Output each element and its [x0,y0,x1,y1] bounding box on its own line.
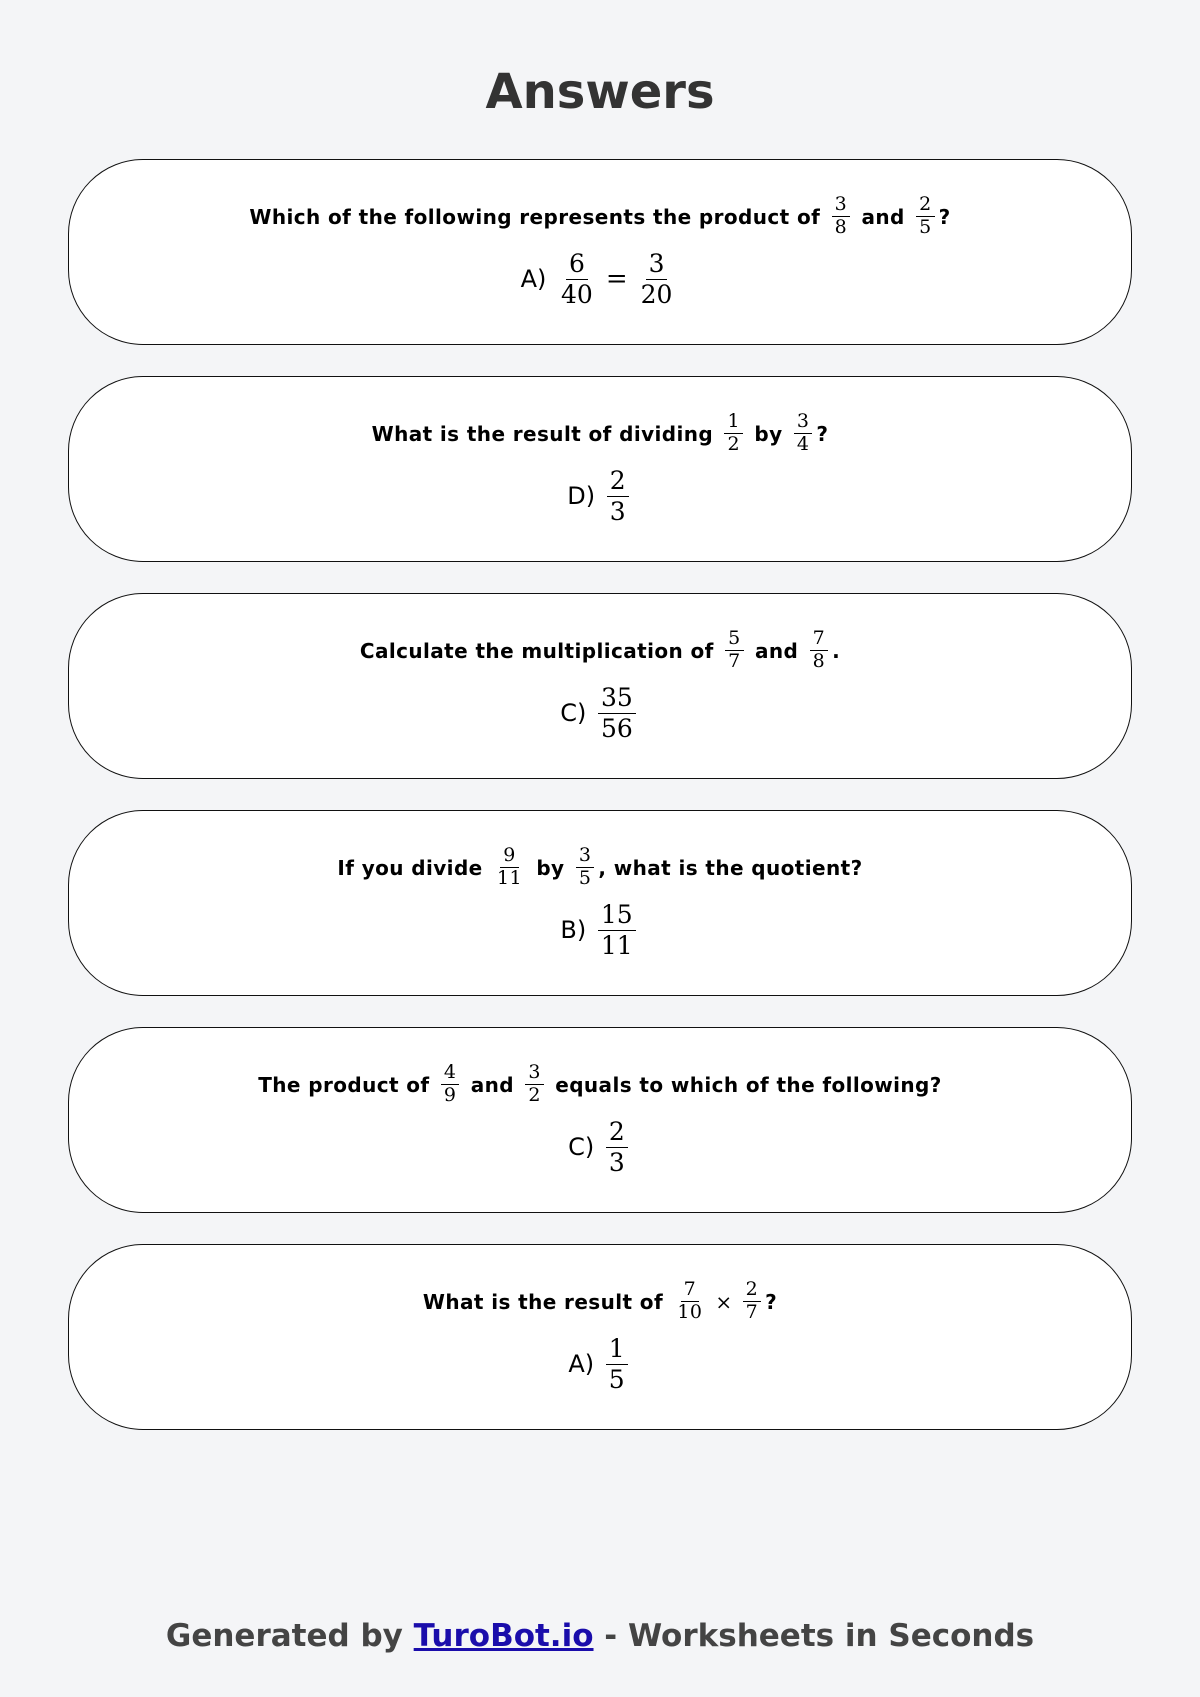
fraction-numerator: 7 [810,628,829,651]
text-segment: What is the result of [422,1289,671,1314]
question-text [360,628,840,673]
fraction-denominator: 11 [496,867,522,889]
fraction-denominator: 11 [600,930,633,960]
answer-card [68,1244,1132,1430]
fraction [558,249,596,310]
text-segment: If you divide [337,855,490,880]
math-operator: = [605,264,628,295]
text-segment: B) [560,916,594,945]
text-segment: by [746,421,790,446]
fraction-numerator: 2 [607,466,629,497]
answer-text [567,466,632,527]
fraction [638,249,676,310]
fraction-numerator: 3 [525,1062,544,1085]
fraction-numerator: 3 [646,249,668,280]
fraction [674,1279,705,1324]
fraction-denominator: 10 [677,1301,703,1323]
footer [0,1618,1200,1654]
text-segment: C) [568,1133,602,1162]
text-segment: by [528,855,572,880]
fraction-denominator: 7 [728,650,741,672]
text-segment: A) [520,265,554,294]
fraction-denominator: 7 [745,1301,759,1323]
fraction [598,900,636,961]
fraction-numerator: 3 [794,411,813,434]
fraction-numerator: 4 [441,1062,460,1085]
footer-prefix: Generated by [165,1618,414,1654]
text-segment: The product of [258,1072,437,1097]
answer-text [568,1117,632,1178]
fraction-numerator: 35 [598,683,636,714]
question-text [258,1062,942,1107]
turobot-link[interactable]: TuroBot.io [413,1618,594,1654]
fraction-denominator: 8 [812,650,826,672]
fraction-denominator: 5 [919,216,932,238]
answer-card [68,376,1132,562]
answer-text [560,683,640,744]
answer-text [521,249,680,310]
fraction-numerator: 2 [916,194,935,217]
math-operator: × [715,1289,733,1314]
text-segment: and [463,1072,522,1097]
fraction-numerator: 9 [500,845,519,868]
fraction-numerator: 7 [681,1279,700,1302]
fraction-denominator: 5 [578,867,592,889]
fraction [576,845,595,890]
fraction [606,1334,628,1395]
fraction-numerator: 3 [576,845,595,868]
text-segment: What is the result of dividing [371,421,721,446]
fraction-denominator: 2 [528,1084,541,1106]
fraction [916,194,935,239]
fraction-numerator: 6 [566,249,588,280]
fraction-numerator: 5 [725,628,744,651]
text-segment: D) [567,482,603,511]
text-segment: ? [816,421,829,446]
fraction [598,683,636,744]
fraction-denominator: 5 [608,1364,625,1394]
question-text [249,194,950,239]
answer-card [68,593,1132,779]
fraction-denominator: 2 [727,433,740,455]
fraction-numerator: 1 [724,411,743,434]
text-segment: C) [560,699,594,728]
fraction [724,411,743,456]
fraction-denominator: 40 [561,279,593,309]
text-segment: ? [938,204,951,229]
page-title: Answers [485,64,715,120]
question-text [423,1279,777,1324]
answer-text [568,1334,631,1395]
text-segment: equals to which of the following? [547,1072,942,1097]
fraction [743,1279,762,1324]
text-segment: Calculate the multiplication of [359,638,722,663]
answer-card [68,1027,1132,1213]
text-segment: ? [765,1289,778,1314]
text-segment: Which of the following represents the product of [249,204,828,229]
fraction [606,1117,628,1178]
text-segment: , what is the quotient? [598,855,863,880]
fraction-denominator: 4 [796,433,810,455]
footer-suffix: - Worksheets in Seconds [593,1618,1035,1654]
fraction [810,628,829,673]
question-text [337,845,862,890]
answer-card [68,810,1132,996]
fraction-numerator: 2 [743,1279,762,1302]
fraction-numerator: 3 [832,194,851,217]
fraction [525,1062,544,1107]
answer-cards [68,159,1132,1461]
question-text [372,411,829,456]
fraction [441,1062,460,1107]
fraction [832,194,851,239]
answer-text [560,900,639,961]
text-segment: . [832,638,841,663]
fraction-denominator: 9 [443,1084,457,1106]
text-segment: and [747,638,806,663]
text-segment: and [854,204,913,229]
fraction-numerator: 1 [606,1334,628,1365]
fraction [607,466,629,527]
fraction-denominator: 20 [640,279,673,309]
fraction [794,411,813,456]
fraction-numerator: 15 [598,900,636,931]
fraction-denominator: 8 [834,216,848,238]
fraction [725,628,744,673]
fraction-numerator: 2 [606,1117,628,1148]
fraction-denominator: 3 [609,496,626,526]
fraction-denominator: 56 [600,713,633,743]
fraction [494,845,525,890]
answer-card [68,159,1132,345]
fraction-denominator: 3 [608,1147,625,1177]
text-segment: A) [568,1350,602,1379]
